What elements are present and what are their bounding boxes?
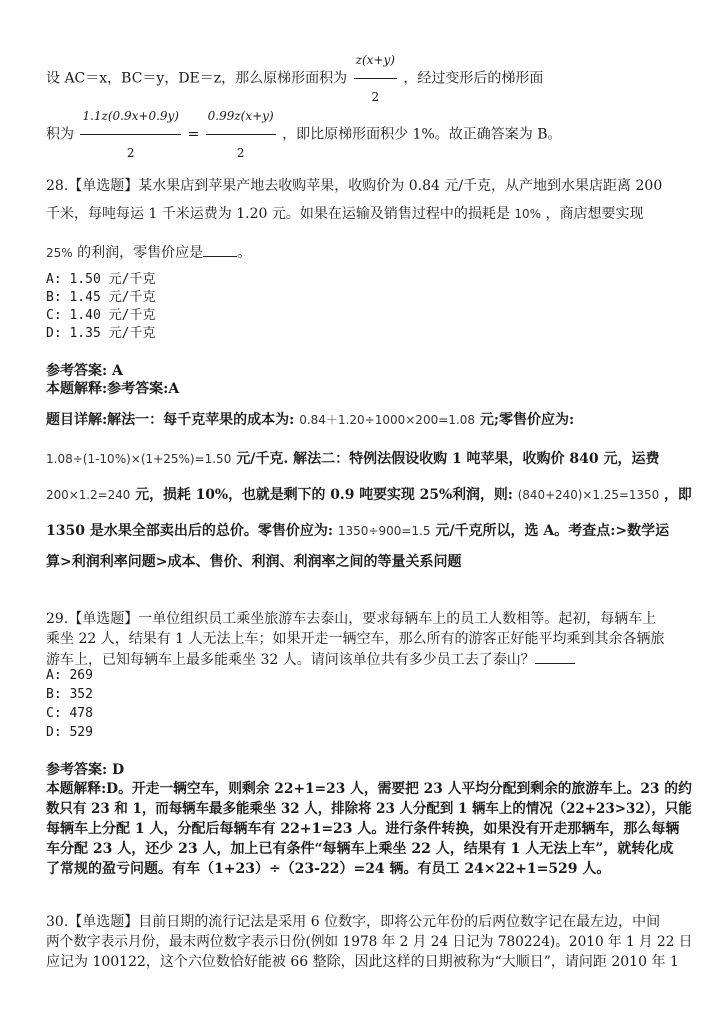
q29-option-c: C: 478 <box>46 706 93 721</box>
area-fraction-simplified: $\frac{0.99z(x+y)}{2}$ <box>206 98 276 171</box>
q28-detail-line-3: 200×1.2=240 元，损耗 10%，也就是剩下的 0.9 吨要实现 25%利润，则: (840+240)×1.25=1350 ，即 <box>46 487 692 503</box>
q28-detail-line-1: 题目详解:解法一：每千克苹果的成本为: 0.84＋1.20÷1000×200=1.08 元;零售价应为: <box>46 412 575 428</box>
price-formula: 1.08÷(1-10%)×(1+25%)=1.50 <box>46 452 232 466</box>
loss-rate: 10% <box>514 207 542 221</box>
q29-option-b: B: 352 <box>46 687 93 702</box>
q29-stem-line-1: 29.【单选题】一单位组织员工乘坐旅游车去泰山，要求每辆车上的员工人数相等。起初，每辆车上 <box>46 611 657 627</box>
q28-stem-line-1: 28.【单选题】某水果店到苹果产地去收购苹果，收购价为 0.84 元/千克，从产地到水果店距离 200 <box>46 178 663 194</box>
q29-explain-line-2: 数只有 23 和 1，而每辆车最多能乘坐 32 人，排除将 23 人分配到 1 辆车上的情况（22+23>32），只能 <box>46 801 692 817</box>
area-fraction-original: $\frac{z(x+y)}{2}$ <box>354 42 397 115</box>
cost-formula: 0.84＋1.20÷1000×200=1.08 <box>299 413 475 427</box>
answer-blank <box>535 649 575 664</box>
intro-text: ，经过变形后的梯形面 <box>403 70 544 87</box>
q29-option-a: A: 269 <box>46 668 93 683</box>
q28-detail-line-2: 1.08÷(1-10%)×(1+25%)=1.50 元/千克. 解法二：特例法假设收购 1 吨苹果，收购价 840 元，运费 <box>46 451 660 467</box>
q28-stem-line-3: 25% 的利润，零售价应是 。 <box>46 242 251 263</box>
q29-explain-line-5: 了常规的盈亏问题。有车（1+23）÷（23-22）=24 辆。有员工 24×22+1=529 人。 <box>46 861 611 877</box>
freight-formula: 200×1.2=240 <box>46 488 131 502</box>
q28-option-d: D: 1.35 元/千克 <box>46 326 156 341</box>
q28-stem-line-2: 千米，每吨每运 1 千米运费为 1.20 元。如果在运输及销售过程中的损耗是 10% ，商店想要实现 <box>46 206 644 222</box>
q28-detail-line-5: 算>利润利率问题>成本、售价、利润、利润率之间的等量关系问题 <box>46 554 462 570</box>
q30-stem-line-3: 应记为 100122，这个六位数恰好能被 66 整除，因此这样的日期被称为“大顺日”，请问距 2010 年 1 <box>46 954 679 970</box>
q30-stem-line-1: 30.【单选题】目前日期的流行记法是采用 6 位数字，即将公元年份的后两位数字记在最左边，中间 <box>46 914 661 930</box>
q29-answer: 参考答案: D <box>46 762 125 778</box>
q28-answer: 参考答案: A <box>46 363 123 379</box>
q28-explain-title: 本题解释:参考答案:A <box>46 381 180 397</box>
q29-explain-line-4: 车分配 23 人，还少 23 人，加上已有条件“每辆车上乘坐 22 人，结果有 1 人无法上车”，就转化成 <box>46 841 674 857</box>
intro-line-2 <box>46 98 562 171</box>
q28-option-c: C: 1.40 元/千克 <box>46 308 156 323</box>
area-fraction-new: $\frac{1.1z(0.9x+0.9y)}{2}$ <box>80 98 181 171</box>
total-formula: (840+240)×1.25=1350 <box>517 488 660 502</box>
q28-detail-line-4: 1350 是水果全部卖出后的总价。零售价应为: 1350÷900=1.5 元/千克所以，选 A。考查点:>数学运 <box>46 523 670 539</box>
intro-text: ，即比原梯形面积少 1%。故正确答案为 B。 <box>282 126 562 143</box>
q29-stem-line-3: 游车上，已知每辆车上最多能乘坐 32 人。请问该单位共有多少员工去了泰山？ <box>46 649 575 670</box>
intro-text: 积为 <box>46 126 74 143</box>
profit-rate: 25% <box>46 246 73 260</box>
q30-stem-line-2: 两个数字表示月份，最末两位数字表示日份(例如 1978 年 2 月 24 日记为 780224)。2010 年 1 月 22 日 <box>46 934 693 950</box>
intro-text: 设 AC＝x，BC＝y，DE＝z，那么原梯形面积为 <box>46 70 348 87</box>
answer-blank <box>203 242 237 257</box>
equals-sign: = <box>187 126 200 143</box>
q28-option-a: A: 1.50 元/千克 <box>46 272 156 287</box>
q29-option-d: D: 529 <box>46 725 93 740</box>
q28-option-b: B: 1.45 元/千克 <box>46 290 156 305</box>
q29-explain-line-3: 每辆车上分配 1 人，分配后每辆车有 22+1=23 人。进行条件转换，如果没有开走那辆车，那么每辆 <box>46 821 680 837</box>
q29-stem-line-2: 乘坐 22 人，结果有 1 人无法上车；如果开走一辆空车，那么所有的游客正好能平均乘到其余各辆旅 <box>46 631 665 647</box>
q29-explain-line-1: 本题解释:D。开走一辆空车，则剩余 22+1=23 人，需要把 23 人平均分配到剩余的旅游车上。23 的约 <box>46 781 692 797</box>
retail-formula: 1350÷900=1.5 <box>337 524 431 538</box>
